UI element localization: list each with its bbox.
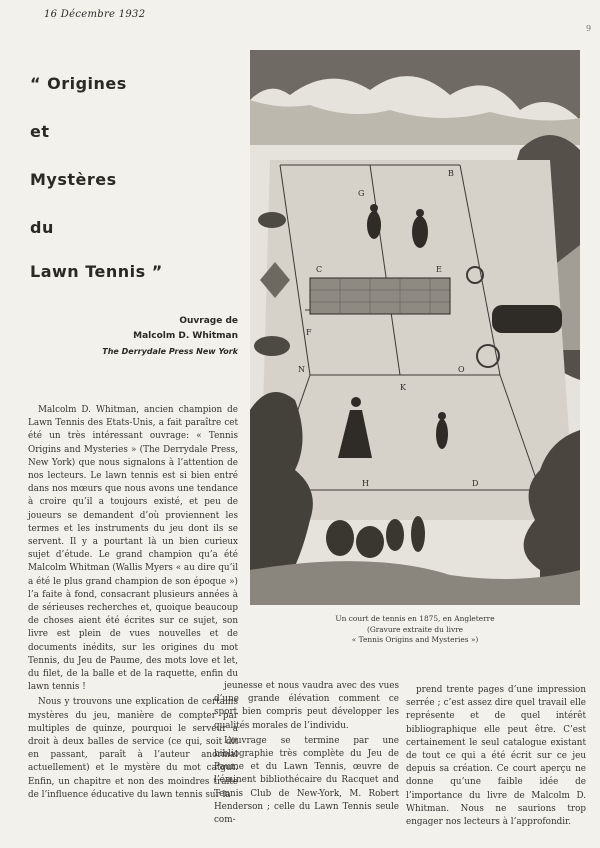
paragraph: Malcolm D. Whitman, ancien champion de Lawn Tennis des Etats-Unis, a fait paraître cet été un très intéressant ouvrage: « Tennis Origins and Mysteries » (The Derrydale Press, New York) que nous signalons à l’attention de nos lecteurs. Le lawn tennis est si bien entré dans nos mœurs que nous avons une tendance à croire qu’il a toujours existé, et peu de joueurs se demandent d’où proviennent les termes et les instruments du jeu dont ils se servent. Il y a pourtant là un bien curieux sujet d’étude. Le grand champion qu’a été Malcolm Whitman (Wallis Myers « au dire qu’il a été le plus grand champion de son époque ») l’a faite à fond, consacrant plusieurs années à de sérieuses recherches et, quoique beaucoup de choses aient été écrites sur ce sujet, son livre est plein de vues nouvelles et de documents inédits, sur les origines du mot Tennis, du Jeu de Paume, des mots love et let, du filet, de la balle et de la raquette, enfin du lawn tennis ! [28,405,239,693]
title-line: du [30,218,54,237]
byline [26,314,238,359]
court-letter: B [448,169,454,178]
court-letter: O [458,365,465,374]
article-column-3 [406,684,586,831]
court-letter: K [400,383,406,392]
page-number: 9 [586,24,592,33]
title-line: Mystères [30,170,117,189]
paragraph: jeunesse et nous vaudra avec des vues d’une grande élévation comment ce sport bien compris peut développer les qualités morales de l’individu. [214,681,399,731]
paragraph: L’ouvrage se termine par une bibliographie très complète du Jeu de Paume et du Lawn Tennis, œuvre de l’éminent bibliothécaire du Racquet and Tennis Club de New-York, M. Robert Henderson ; celle du Lawn Tennis seule com- [214,735,399,826]
paragraph: prend trente pages d’une impression serrée ; c’est assez dire quel travail elle représente et de quel intérêt bibliographique elle peut être. C’est certainement le seul catalogue existant de tout ce qui a été écrit sur ce jeu depuis sa création. Ce court aperçu ne donne qu’une faible idée de l’importance du livre de Malcolm D. Whitman. Nous ne saurions trop engager nos lecteurs à l’approfondir. [406,685,586,828]
article-column-1 [28,404,238,804]
figure-caption [330,614,500,646]
caption-line: « Tennis Origins and Mysteries ») [351,635,479,644]
court-letter: D [472,479,479,488]
court-letter: C [316,265,323,274]
court-letter: N [298,365,305,374]
caption-line: Un court de tennis en 1875, en Angleterre (Gravure extraite du livre [335,614,495,634]
article-column-2 [214,680,399,829]
byline-publisher: The Derrydale Press New York [102,347,238,356]
title-line: et [30,122,50,141]
issue-date: 16 Décembre 1932 [44,9,146,20]
title-line: “ Origines [30,74,127,93]
engraving-tennis-court [250,50,580,605]
court-letter: H [362,479,369,488]
byline-author: Malcolm D. Whitman [133,331,238,341]
paragraph: Nous y trouvons une explication de certains mystères du jeu, manière de compter par multiples de quinze, pourquoi le serveur a droit à deux balles de service (ce qui, soit dit en passant, paraît à l’auteur anormal actuellement) et le mystère du mot catgut. Enfin, un chapitre et non des moindres traite de l’influence éducative du lawn tennis sur la [28,697,238,800]
engraving-illustration [250,50,580,605]
court-letter: E [436,265,442,274]
court-letter: F [306,328,312,337]
byline-intro: Ouvrage de [179,316,238,326]
court-letter: G [358,189,365,198]
title-line: Lawn Tennis ” [30,262,163,281]
